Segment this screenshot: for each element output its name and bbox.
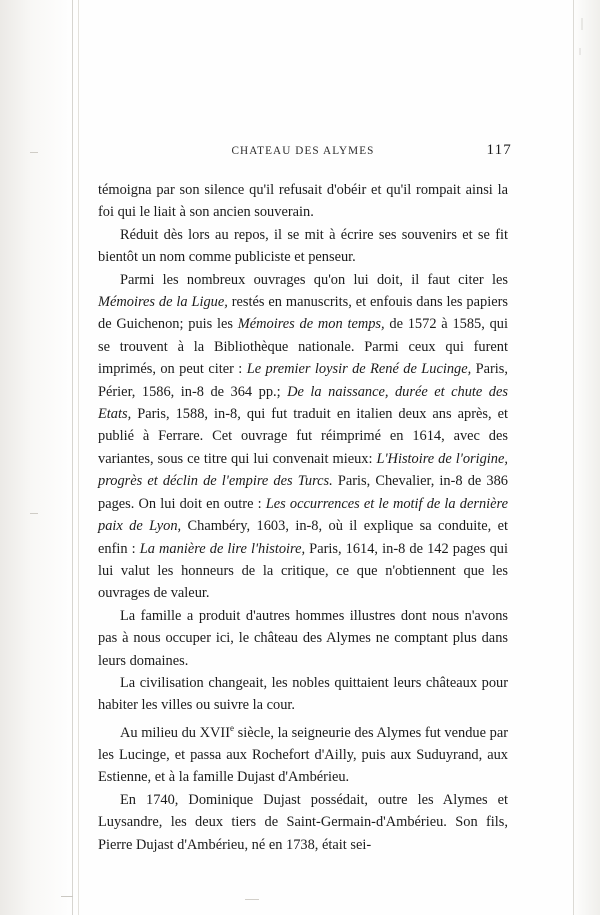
scan-artifact-mark bbox=[30, 152, 38, 153]
scan-artifact-mark bbox=[61, 896, 73, 897]
italic-title-text: Les occurrences et le motif de la dernière paix de Lyon, bbox=[98, 495, 508, 535]
running-title: CHATEAU DES ALYMES bbox=[231, 145, 375, 157]
paragraph bbox=[98, 224, 508, 269]
text-run: siècle, la seigneurie des Alymes fut vendue par les Lucinge, et passa aux Rochefort d'Ailly, puis aux Suduyrand, aux Estienne, et à la famille Dujast d'Ambérieu. bbox=[98, 724, 508, 786]
paragraph bbox=[98, 179, 508, 224]
text-run: restés en manuscrits, et enfouis dans les papiers de Guichenon; puis les bbox=[98, 294, 508, 333]
text-run: En 1740, Dominique Dujast possédait, outre les Alymes et Luysandre, les deux tiers de Saint-Germain-d'Ambérieu. Son fils, Pierre Dujast d'Ambérieu, né en 1738, était sei- bbox=[98, 791, 508, 853]
italic-title-text: Mémoires de la Ligue, bbox=[98, 294, 228, 311]
scan-artifact-mark bbox=[581, 18, 583, 30]
paragraph bbox=[98, 269, 508, 605]
scan-artifact-mark bbox=[30, 513, 38, 514]
text-run: Paris, 1614, in-8 de 142 pages qui lui valut les honneurs de la critique, ce que n'obtiennent que les ouvrages de valeur. bbox=[98, 540, 508, 602]
running-head bbox=[98, 142, 512, 165]
paragraph bbox=[98, 605, 508, 672]
paragraph bbox=[98, 672, 508, 717]
paragraph bbox=[98, 789, 508, 856]
scan-artifact-mark bbox=[245, 899, 259, 900]
text-run: Paris, 1588, in-8, qui fut traduit en italien deux ans après, et publié à Ferrare. Cet ouvrage fut réimprimé en 1614, avec des variantes, sous ce titre qui lui convenait mieux: bbox=[98, 406, 508, 467]
text-run: Au milieu du XVII bbox=[120, 724, 231, 741]
text-run: Paris, Chevalier, in-8 de 386 pages. On lui doit en outre : bbox=[98, 473, 508, 512]
text-run: Chambéry, 1603, in-8, où il explique sa conduite, et enfin : bbox=[98, 518, 508, 557]
body-text bbox=[98, 179, 508, 856]
text-run: témoigna par son silence qu'il refusait d'obéir et qu'il rompait ainsi la foi qui le liait à son ancien souverain. bbox=[98, 182, 508, 221]
superscript-text: e bbox=[230, 722, 235, 733]
text-run: La civilisation changeait, les nobles quittaient leurs châteaux pour habiter les villes ou suivre la cour. bbox=[98, 674, 508, 714]
page-edge-line-right bbox=[573, 0, 574, 915]
page-gutter-line-left bbox=[72, 0, 73, 915]
text-run: Parmi les nombreux ouvrages qu'on lui doit, il faut citer les bbox=[120, 271, 508, 288]
text-run: La famille a produit d'autres hommes illustres dont nous n'avons pas à nous occuper ici, le château des Alymes ne comptant plus dans leurs domaines. bbox=[98, 607, 508, 669]
text-column bbox=[98, 142, 512, 856]
paragraph bbox=[98, 717, 508, 789]
italic-title-text: Mémoires de mon temps, bbox=[237, 316, 385, 333]
scan-artifact-mark bbox=[579, 48, 581, 55]
italic-title-text: Le premier loysir de René de Lucinge, bbox=[246, 361, 472, 378]
italic-title-text: La manière de lire l'histoire, bbox=[139, 540, 306, 557]
page-gutter-line-left-secondary bbox=[78, 0, 79, 915]
text-run: Paris, Périer, 1586, in-8 de 364 pp.; bbox=[98, 361, 508, 400]
text-run: Réduit dès lors au repos, il se mit à écrire ses souvenirs et se fit bientôt un nom comme publiciste et penseur. bbox=[98, 226, 508, 266]
text-run: de 1572 à 1585, qui se trouvent à la Bibliothèque nationale. Parmi ceux qui furent imprimés, on peut citer : bbox=[98, 316, 508, 378]
italic-title-text: L'Histoire de l'origine, progrès et déclin de l'empire des Turcs. bbox=[98, 450, 508, 490]
page-number: 117 bbox=[486, 142, 512, 158]
italic-title-text: De la naissance, durée et chute des Etats, bbox=[98, 383, 508, 423]
